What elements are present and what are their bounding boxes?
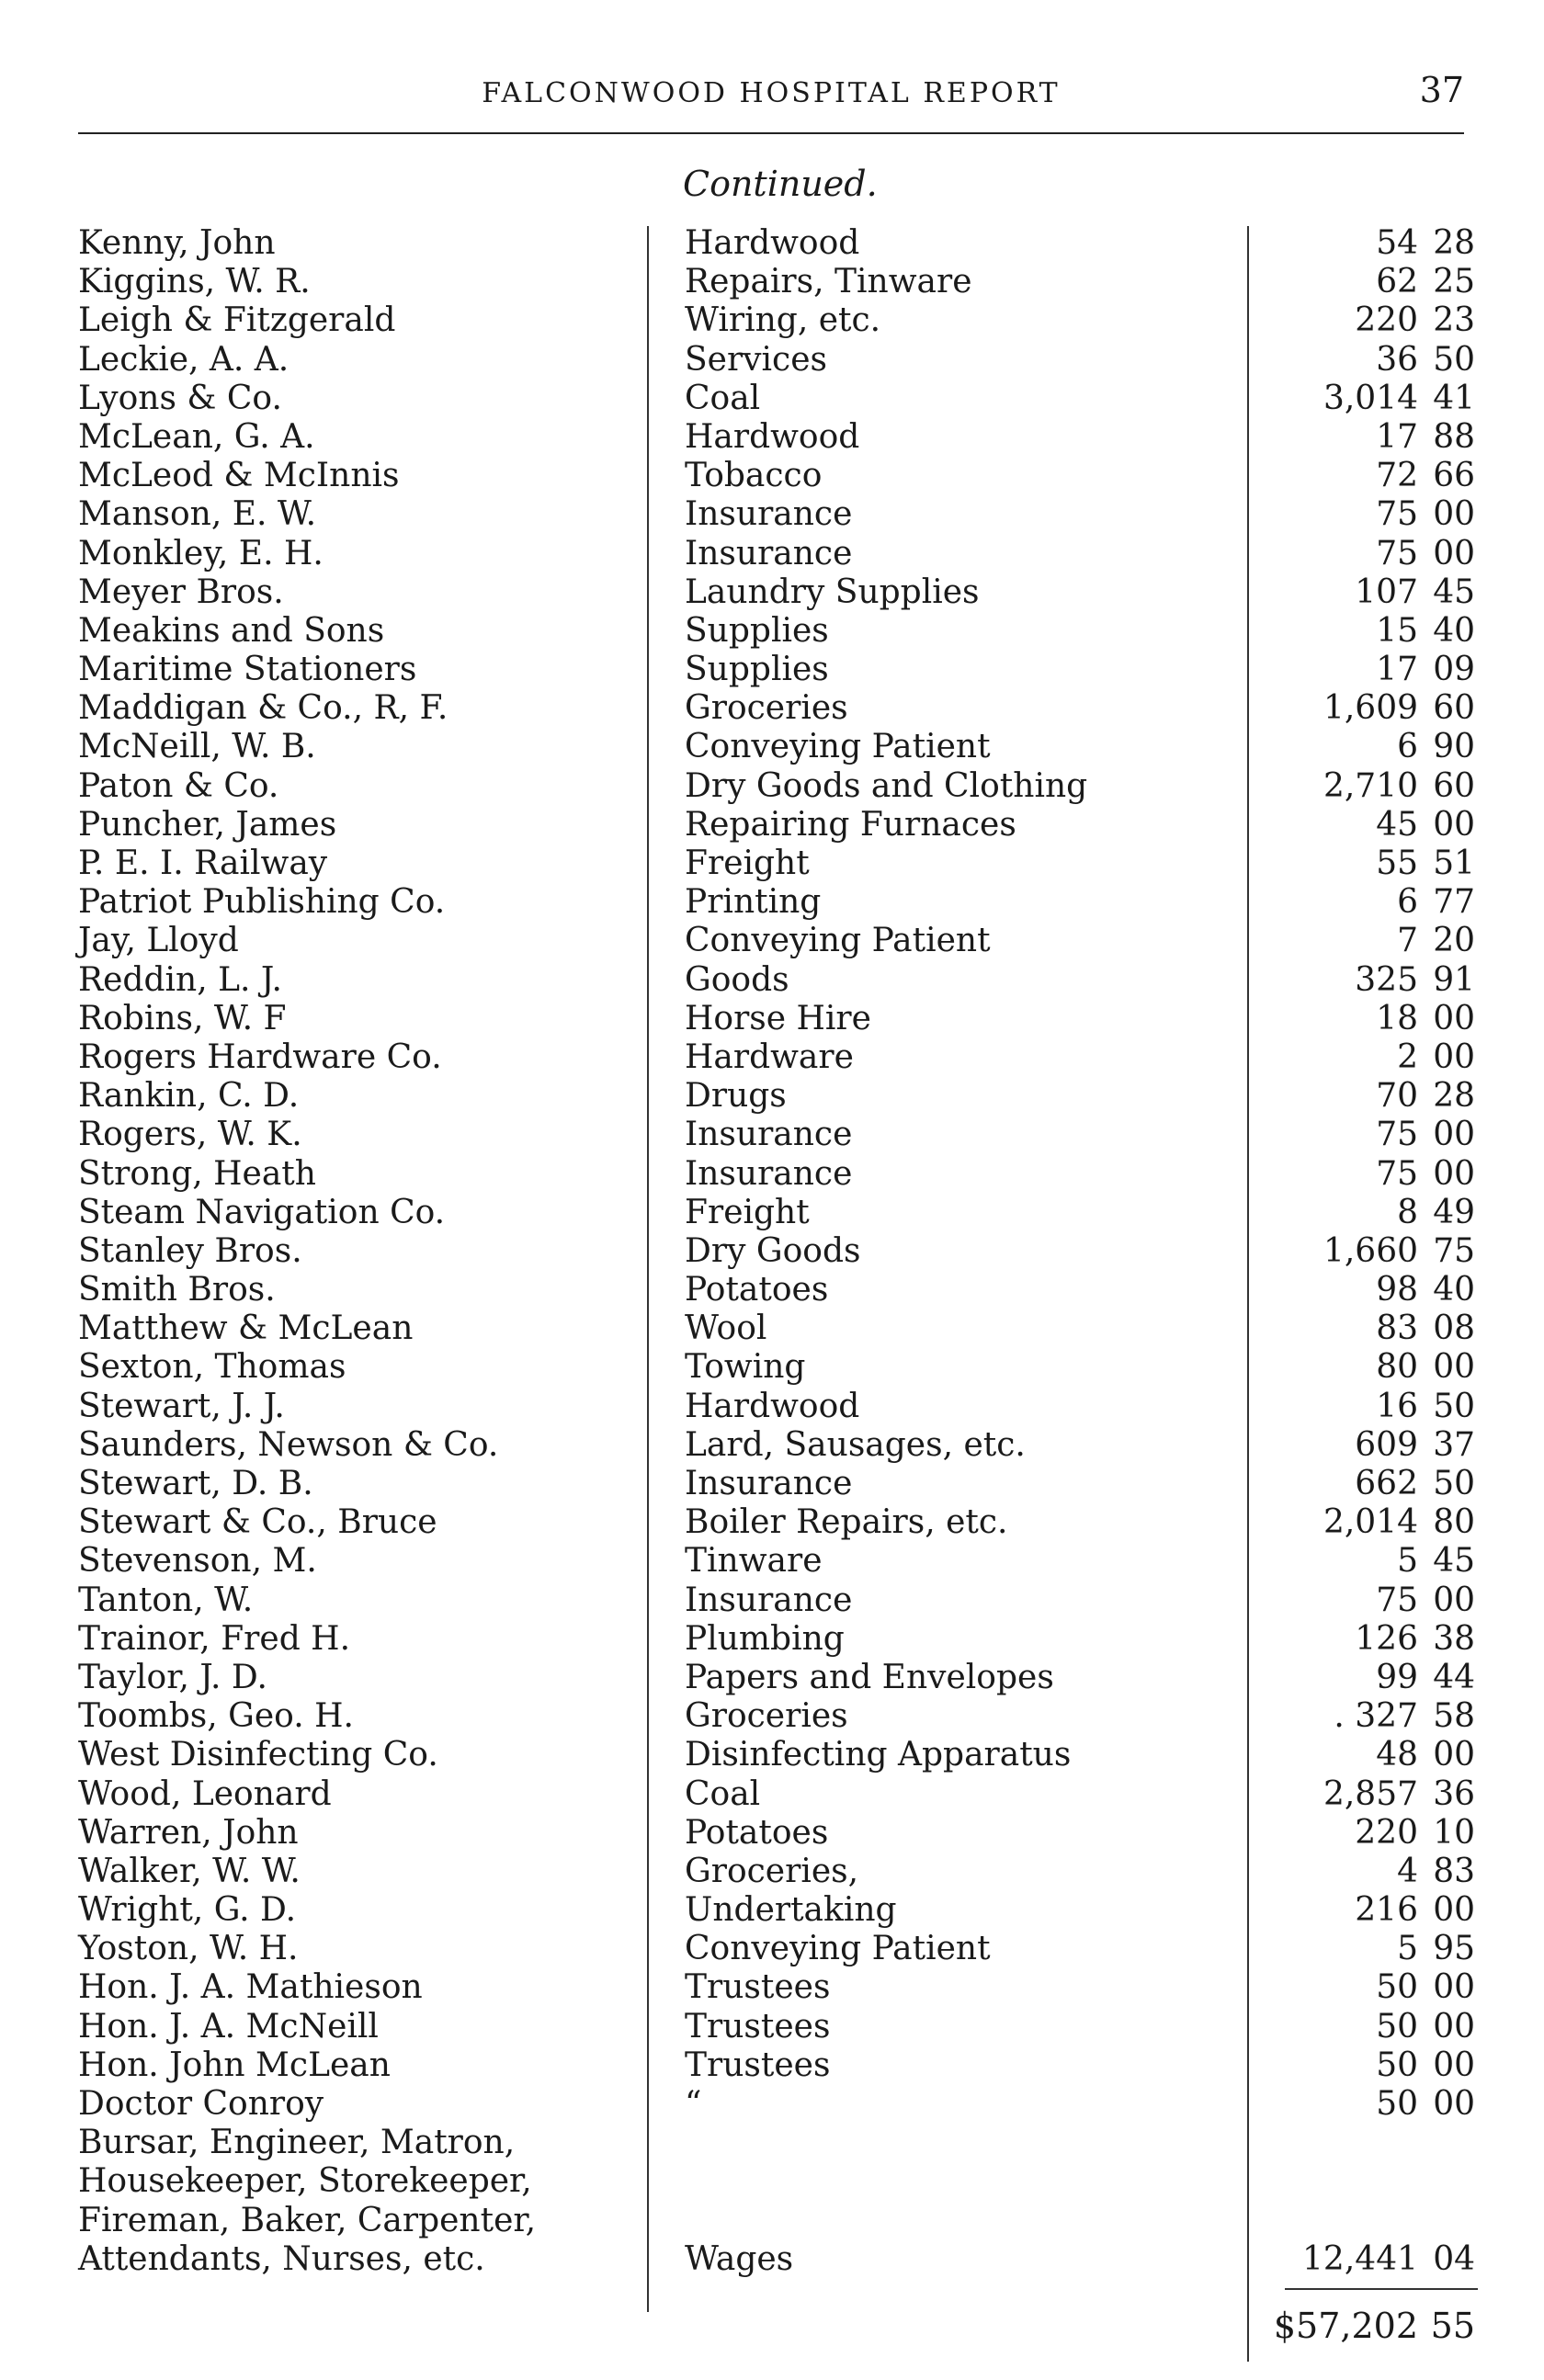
ledger-row	[78, 922, 1475, 960]
amount-dollars: 609	[1355, 1425, 1418, 1464]
amount-cents: 40	[1433, 611, 1475, 650]
amount-cents: 45	[1433, 572, 1475, 611]
payee-name: P. E. I. Railway	[78, 844, 328, 882]
amount-cents: 00	[1433, 1348, 1475, 1387]
payee-name: McLeod & McInnis	[78, 457, 400, 495]
amount-cents: 09	[1433, 651, 1475, 689]
ledger-row	[78, 418, 1475, 457]
amount-cents: 40	[1433, 1271, 1475, 1309]
amount-dollars: 107	[1355, 572, 1418, 611]
amount-dollars: 80	[1376, 1348, 1418, 1387]
amount-dollars: 12,441	[1302, 2239, 1418, 2278]
payee-name: Tanton, W.	[78, 1581, 254, 1619]
amount-dollars: 220	[1355, 1813, 1418, 1852]
amount-cents: 50	[1433, 1465, 1475, 1502]
ledger-row	[78, 806, 1475, 844]
amount-dollars: 98	[1376, 1271, 1418, 1309]
payee-name: Sexton, Thomas	[78, 1348, 346, 1387]
ledger-row	[78, 728, 1475, 766]
amount-cents: 77	[1433, 883, 1475, 922]
amount-dollars: 50	[1376, 2046, 1418, 2084]
amount-dollars: 5	[1397, 1542, 1418, 1581]
item-description: Insurance	[685, 1581, 853, 1619]
amount-dollars: 2,857	[1323, 1774, 1418, 1813]
amount-cents: 58	[1433, 1697, 1475, 1736]
ledger-row	[78, 2202, 1475, 2240]
amount-dollars: 15	[1376, 611, 1418, 650]
item-description: Conveying Patient	[685, 728, 991, 766]
ledger-row	[78, 573, 1475, 612]
item-description: Insurance	[685, 534, 853, 572]
item-description: Boiler Repairs, etc.	[685, 1503, 1008, 1542]
amount-cents: 49	[1433, 1193, 1475, 1231]
item-description: Potatoes	[685, 1271, 829, 1309]
ledger-row	[78, 1853, 1475, 1891]
payee-name: Strong, Heath	[78, 1154, 316, 1193]
payee-name: Leckie, A. A.	[78, 340, 290, 379]
item-description: Insurance	[685, 1154, 853, 1193]
amount-dollars: 2,710	[1323, 766, 1418, 805]
ledger-row	[78, 1697, 1475, 1736]
amount-dollars: 75	[1376, 1154, 1418, 1193]
amount-dollars: 75	[1376, 495, 1418, 534]
item-description: Goods	[685, 960, 789, 999]
item-description: Supplies	[685, 611, 829, 650]
item-description: Services	[685, 340, 827, 379]
ledger-row	[78, 1426, 1475, 1465]
payee-name: Doctor Conroy	[78, 2085, 324, 2123]
payee-name: Housekeeper, Storekeeper,	[78, 2162, 532, 2201]
payee-name: Toombs, Geo. H.	[78, 1697, 354, 1736]
item-description: Dry Goods	[685, 1231, 861, 1270]
payee-name: West Disinfecting Co.	[78, 1736, 438, 1774]
item-description: Conveying Patient	[685, 922, 991, 960]
amount-cents: 88	[1433, 417, 1475, 456]
amount-cents: 95	[1433, 1930, 1475, 1968]
ledger-row	[78, 1194, 1475, 1232]
amount-cents: 37	[1433, 1425, 1475, 1464]
amount-cents: 00	[1433, 534, 1475, 572]
item-description: Potatoes	[685, 1813, 829, 1852]
payee-name: Maddigan & Co., R, F.	[78, 689, 448, 728]
payee-name: Matthew & McLean	[78, 1309, 414, 1348]
item-description: Wiring, etc.	[685, 301, 881, 340]
ledger-row	[78, 651, 1475, 689]
amount-dollars: 2,014	[1323, 1503, 1418, 1542]
amount-dollars: 2	[1397, 1037, 1418, 1076]
amount-cents: 04	[1433, 2239, 1475, 2278]
amount-dollars: 17	[1376, 651, 1418, 689]
ledger-row	[78, 1309, 1475, 1348]
amount-cents: 00	[1433, 999, 1475, 1037]
ledger-row	[78, 1620, 1475, 1659]
item-description: Towing	[685, 1348, 806, 1387]
amount-cents: 23	[1433, 301, 1475, 340]
payee-name: Leigh & Fitzgerald	[78, 301, 396, 340]
amount-cents: 00	[1433, 1968, 1475, 2007]
payee-name: Steam Navigation Co.	[78, 1193, 446, 1231]
payee-name: Lyons & Co.	[78, 379, 282, 417]
ledger-row	[78, 844, 1475, 883]
payee-name: Puncher, James	[78, 805, 337, 844]
amount-cents: 50	[1433, 1387, 1475, 1425]
payee-name: Wright, G. D.	[78, 1891, 297, 1930]
item-description: Papers and Envelopes	[685, 1658, 1054, 1696]
amount-cents: 28	[1433, 224, 1475, 262]
item-description: Hardwood	[685, 224, 860, 262]
amount-cents: 00	[1433, 1581, 1475, 1619]
item-description: Tinware	[685, 1542, 823, 1581]
amount-cents: 75	[1433, 1231, 1475, 1270]
item-description: Trustees	[685, 2007, 831, 2046]
ledger-row	[78, 380, 1475, 418]
ledger-row	[78, 1271, 1475, 1309]
amount-cents: 25	[1433, 263, 1475, 301]
amount-cents: 91	[1433, 960, 1475, 999]
amount-dollars: 16	[1376, 1387, 1418, 1425]
payee-name: Hon. John McLean	[78, 2046, 391, 2084]
amount-cents: 83	[1433, 1852, 1475, 1890]
payee-name: Rogers Hardware Co.	[78, 1037, 442, 1076]
amount-cents: 51	[1433, 844, 1475, 882]
amount-cents: 41	[1433, 379, 1475, 417]
amount-dollars: 17	[1376, 417, 1418, 456]
item-description: Printing	[685, 883, 822, 922]
ledger-row	[78, 1232, 1475, 1271]
ledger-row	[78, 1503, 1475, 1542]
amount-dollars: 75	[1376, 1116, 1418, 1154]
amount-cents: 28	[1433, 1077, 1475, 1116]
item-description: Freight	[685, 844, 810, 882]
total-rule	[1285, 2288, 1478, 2290]
amount-dollars: 7	[1397, 922, 1418, 960]
grand-total	[1250, 2303, 1475, 2349]
ledger-row	[78, 1038, 1475, 1077]
payee-name: Maritime Stationers	[78, 651, 417, 689]
payee-name: Patriot Publishing Co.	[78, 883, 446, 922]
ledger-row	[78, 2240, 1475, 2279]
payee-name: Wood, Leonard	[78, 1774, 332, 1813]
item-description: Trustees	[685, 1968, 831, 2007]
amount-cents: 10	[1433, 1813, 1475, 1852]
amount-cents: 60	[1433, 689, 1475, 728]
amount-dollars: 662	[1355, 1465, 1418, 1502]
item-description: Hardware	[685, 1037, 854, 1076]
payee-name: Smith Bros.	[78, 1271, 276, 1309]
amount-cents: 00	[1433, 1891, 1475, 1930]
amount-dollars: 72	[1376, 457, 1418, 495]
ledger-row	[78, 341, 1475, 380]
amount-dollars: 6	[1397, 883, 1418, 922]
amount-dollars: 1,660	[1323, 1231, 1418, 1270]
payee-name: Hon. J. A. McNeill	[78, 2007, 379, 2046]
item-description: Disinfecting Apparatus	[685, 1736, 1072, 1774]
item-description: Trustees	[685, 2046, 831, 2084]
item-description: Repairing Furnaces	[685, 805, 1016, 844]
item-description: Insurance	[685, 495, 853, 534]
ledger-row	[78, 1659, 1475, 1697]
amount-dollars: 75	[1376, 534, 1418, 572]
amount-cents: 60	[1433, 766, 1475, 805]
payee-name: Meakins and Sons	[78, 611, 385, 650]
amount-dollars: 18	[1376, 999, 1418, 1037]
payee-name: McNeill, W. B.	[78, 728, 316, 766]
ledger-row	[78, 1968, 1475, 2007]
payee-name: Hon. J. A. Mathieson	[78, 1968, 423, 2007]
amount-cents: 44	[1433, 1658, 1475, 1696]
payee-name: Jay, Lloyd	[78, 922, 239, 960]
amount-cents: 00	[1433, 805, 1475, 844]
payee-name: Taylor, J. D.	[78, 1658, 267, 1696]
payee-name: Stewart & Co., Bruce	[78, 1503, 437, 1542]
amount-dollars: 50	[1376, 1968, 1418, 2007]
amount-dollars: 48	[1376, 1736, 1418, 1774]
amount-cents: 00	[1433, 1037, 1475, 1076]
payee-name: Meyer Bros.	[78, 572, 284, 611]
ledger-row	[78, 1077, 1475, 1116]
payee-name: Attendants, Nurses, etc.	[78, 2239, 485, 2278]
amount-cents: 50	[1433, 340, 1475, 379]
amount-cents: 00	[1433, 1116, 1475, 1154]
item-description: Wages	[685, 2239, 794, 2278]
amount-dollars: 50	[1376, 2007, 1418, 2046]
amount-cents: 20	[1433, 922, 1475, 960]
amount-dollars: 36	[1376, 340, 1418, 379]
amount-dollars: 50	[1376, 2085, 1418, 2123]
ledger-row	[78, 2008, 1475, 2046]
ledger-row	[78, 2085, 1475, 2124]
payee-name: Monkley, E. H.	[78, 534, 324, 572]
ledger-row	[78, 689, 1475, 728]
amount-cents: 90	[1433, 728, 1475, 766]
item-description: Hardwood	[685, 417, 860, 456]
amount-dollars: 6	[1397, 728, 1418, 766]
item-description: Plumbing	[685, 1619, 845, 1658]
ledger-row	[78, 224, 1475, 263]
ledger-row	[78, 2162, 1475, 2201]
ledger-row	[78, 883, 1475, 922]
amount-dollars: 83	[1376, 1309, 1418, 1348]
item-description: Laundry Supplies	[685, 572, 980, 611]
item-description: Insurance	[685, 1465, 853, 1502]
item-description: Undertaking	[685, 1891, 897, 1930]
running-title: FALCONWOOD HOSPITAL REPORT	[482, 77, 1061, 109]
ledger-table	[78, 224, 1475, 2279]
total-dollars: $57,202	[1273, 2306, 1418, 2346]
amount-dollars: 99	[1376, 1658, 1418, 1696]
payee-name: Manson, E. W.	[78, 495, 317, 534]
payee-name: Kiggins, W. R.	[78, 263, 311, 301]
ledger-row	[78, 2046, 1475, 2085]
amount-dollars: 75	[1376, 1581, 1418, 1619]
ledger-row	[78, 263, 1475, 301]
amount-dollars: 54	[1376, 224, 1418, 262]
item-description: Conveying Patient	[685, 1930, 991, 1968]
amount-dollars: 3,014	[1323, 379, 1418, 417]
ledger-row	[78, 2124, 1475, 2162]
amount-cents: 66	[1433, 457, 1475, 495]
amount-dollars: 325	[1355, 960, 1418, 999]
ledger-row	[78, 495, 1475, 534]
amount-cents: 00	[1433, 2007, 1475, 2046]
amount-dollars: 45	[1376, 805, 1418, 844]
amount-dollars: 8	[1397, 1193, 1418, 1231]
ledger-row	[78, 457, 1475, 495]
payee-name: Walker, W. W.	[78, 1852, 301, 1890]
amount-dollars: 5	[1397, 1930, 1418, 1968]
amount-dollars: 220	[1355, 301, 1418, 340]
ledger-row	[78, 1814, 1475, 1853]
item-description: Groceries	[685, 1697, 848, 1736]
payee-name: Stewart, D. B.	[78, 1465, 313, 1502]
amount-cents: 00	[1433, 2085, 1475, 2123]
item-description: Groceries,	[685, 1852, 859, 1890]
item-description: Groceries	[685, 689, 848, 728]
payee-name: Yoston, W. H.	[78, 1930, 299, 1968]
total-cents: 55	[1430, 2306, 1475, 2346]
payee-name: Reddin, L. J.	[78, 960, 282, 999]
payee-name: Kenny, John	[78, 224, 276, 262]
continued-label: Continued.	[683, 164, 878, 204]
ledger-row	[78, 301, 1475, 340]
ledger-row	[78, 1736, 1475, 1774]
payee-name: Stewart, J. J.	[78, 1387, 285, 1425]
ledger-row	[78, 1542, 1475, 1581]
ledger-row	[78, 1155, 1475, 1194]
payee-name: Stanley Bros.	[78, 1231, 302, 1270]
ledger-row	[78, 612, 1475, 651]
payee-name: Stevenson, M.	[78, 1542, 317, 1581]
amount-cents: 45	[1433, 1542, 1475, 1581]
amount-dollars: 126	[1355, 1619, 1418, 1658]
payee-name: Trainor, Fred H.	[78, 1619, 351, 1658]
amount-cents: 00	[1433, 495, 1475, 534]
item-description: Coal	[685, 1774, 761, 1813]
payee-name: Bursar, Engineer, Matron,	[78, 2124, 516, 2162]
item-description: Repairs, Tinware	[685, 263, 972, 301]
amount-dollars: 216	[1355, 1891, 1418, 1930]
amount-cents: 36	[1433, 1774, 1475, 1813]
item-description: Insurance	[685, 1116, 853, 1154]
ledger-row	[78, 1348, 1475, 1387]
item-description: Coal	[685, 379, 761, 417]
item-description: “	[685, 2085, 702, 2123]
ledger-row	[78, 535, 1475, 573]
page-number: 37	[1419, 70, 1464, 110]
amount-cents: 00	[1433, 2046, 1475, 2084]
item-description: Supplies	[685, 651, 829, 689]
payee-name: Warren, John	[78, 1813, 299, 1852]
payee-name: Robins, W. F	[78, 999, 287, 1037]
ledger-row	[78, 1775, 1475, 1814]
item-description: Drugs	[685, 1077, 787, 1116]
payee-name: Paton & Co.	[78, 766, 279, 805]
item-description: Lard, Sausages, etc.	[685, 1425, 1026, 1464]
payee-name: Rankin, C. D.	[78, 1077, 300, 1116]
page-header	[78, 70, 1464, 134]
ledger-row	[78, 1000, 1475, 1038]
amount-dollars: 55	[1376, 844, 1418, 882]
payee-name: Saunders, Newson & Co.	[78, 1425, 499, 1464]
ledger-row	[78, 1388, 1475, 1426]
ledger-row	[78, 1891, 1475, 1930]
item-description: Dry Goods and Clothing	[685, 766, 1088, 805]
payee-name: Rogers, W. K.	[78, 1116, 302, 1154]
ledger-row	[78, 767, 1475, 806]
item-description: Hardwood	[685, 1387, 860, 1425]
amount-dollars: 70	[1376, 1077, 1418, 1116]
amount-cents: 08	[1433, 1309, 1475, 1348]
payee-name: Fireman, Baker, Carpenter,	[78, 2201, 537, 2239]
amount-cents: 38	[1433, 1619, 1475, 1658]
amount-cents: 00	[1433, 1736, 1475, 1774]
amount-cents: 80	[1433, 1503, 1475, 1542]
ledger-row	[78, 1116, 1475, 1154]
ledger-row	[78, 961, 1475, 1000]
ledger-row	[78, 1930, 1475, 1968]
amount-dollars: . 327	[1334, 1697, 1418, 1736]
amount-dollars: 4	[1397, 1852, 1418, 1890]
item-description: Freight	[685, 1193, 810, 1231]
item-description: Horse Hire	[685, 999, 871, 1037]
payee-name: McLean, G. A.	[78, 417, 315, 456]
amount-cents: 00	[1433, 1154, 1475, 1193]
amount-dollars: 1,609	[1323, 689, 1418, 728]
item-description: Wool	[685, 1309, 767, 1348]
amount-dollars: 62	[1376, 263, 1418, 301]
item-description: Tobacco	[685, 457, 823, 495]
ledger-row	[78, 1581, 1475, 1620]
ledger-row	[78, 1465, 1475, 1503]
